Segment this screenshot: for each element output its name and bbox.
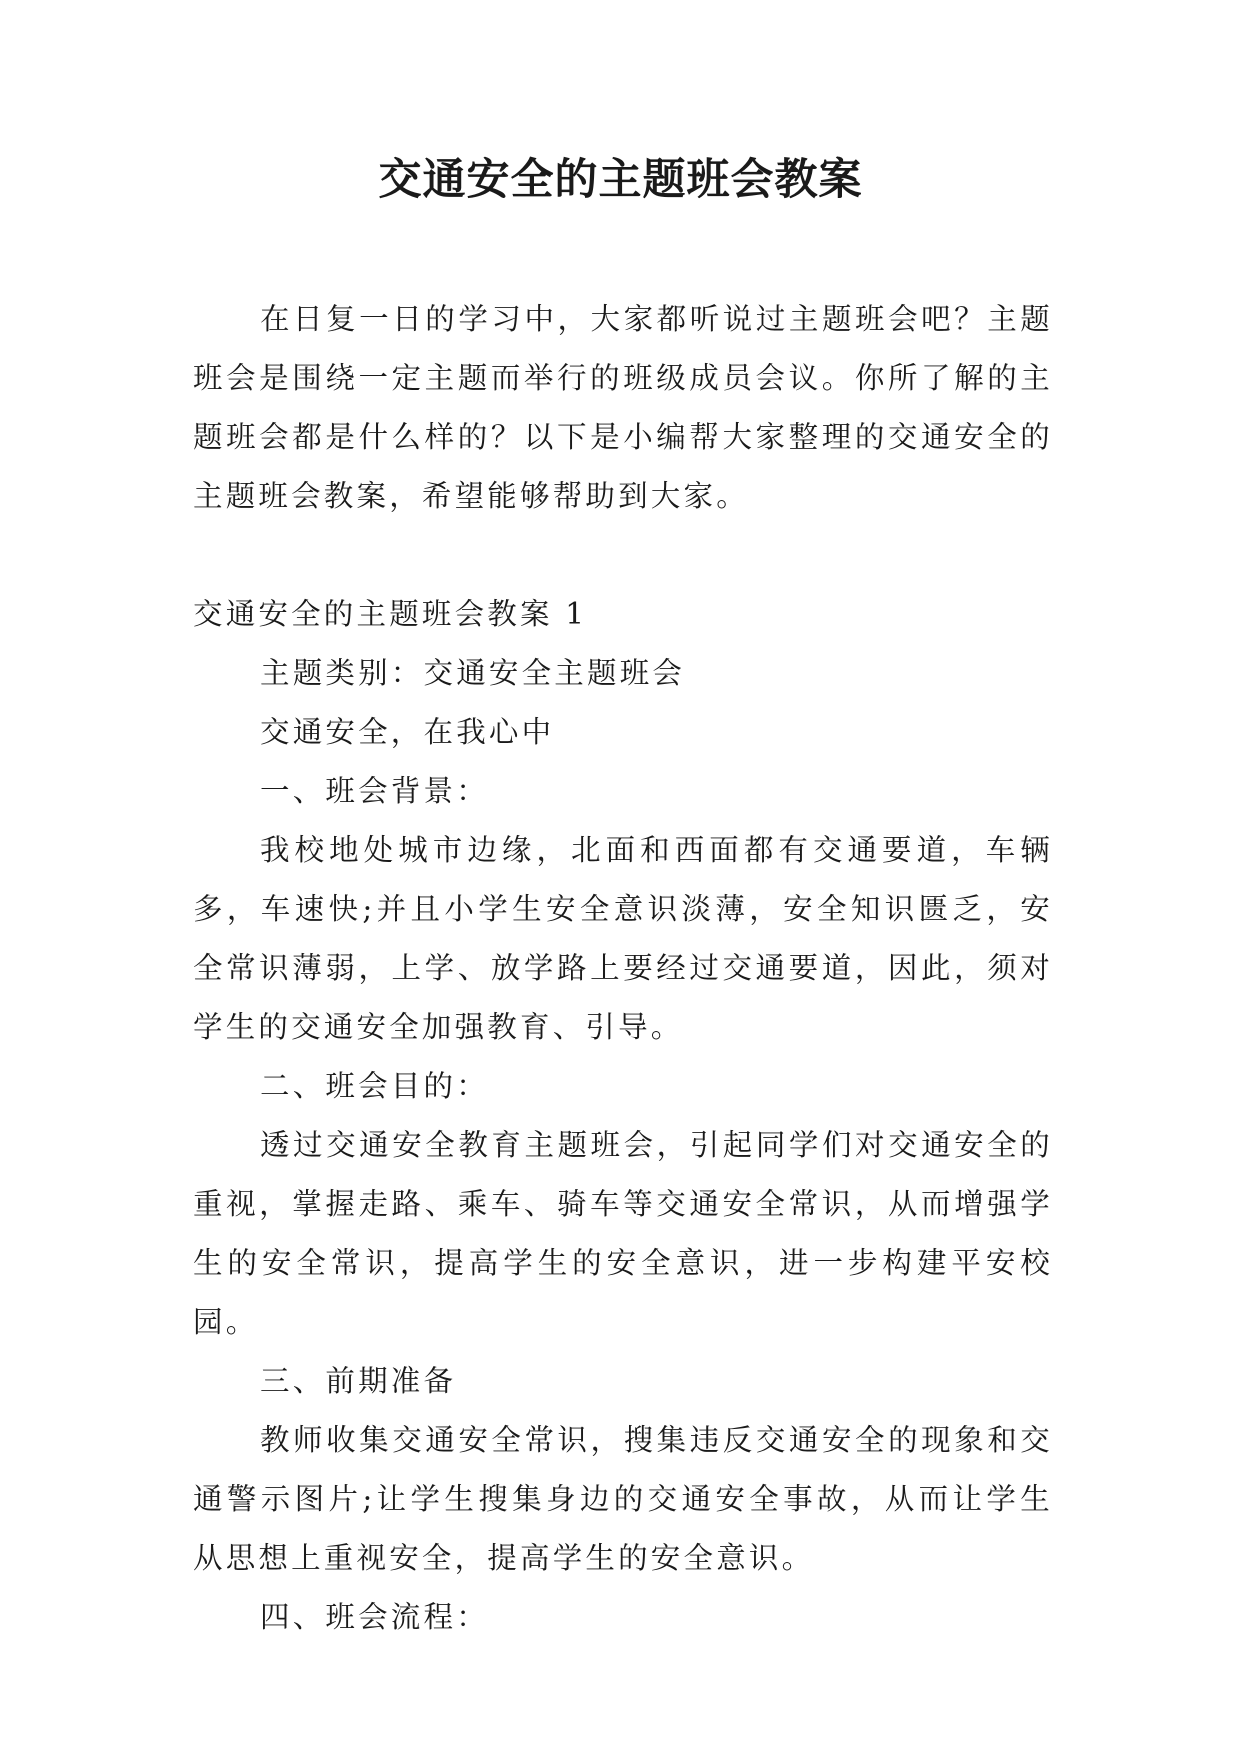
paragraph-gap: [193, 526, 1053, 585]
heading-purpose: 二、班会目的：: [260, 1069, 489, 1103]
paragraph-theme-category: 主题类别：交通安全主题班会: [260, 656, 686, 690]
heading-preparation: 三、前期准备: [260, 1364, 457, 1398]
heading-process: 四、班会流程：: [260, 1600, 489, 1634]
section-heading: 交通安全的主题班会教案 1: [193, 597, 588, 631]
paragraph-preparation: 教师收集交通安全常识，搜集违反交通安全的现象和交通警示图片;让学生搜集身边的交通安全事故，从而让学生从思想上重视安全，提高学生的安全意识。: [193, 1423, 1053, 1575]
document-body: [193, 290, 1053, 1647]
intro-paragraph: 在日复一日的学习中，大家都听说过主题班会吧？主题班会是围绕一定主题而举行的班级成员会议。你所了解的主题班会都是什么样的？以下是小编帮大家整理的交通安全的主题班会教案，希望能够帮助到大家。: [193, 302, 1053, 513]
paragraph-background: 我校地处城市边缘，北面和西面都有交通要道，车辆多，车速快;并且小学生安全意识淡薄，安全知识匮乏，安全常识薄弱，上学、放学路上要经过交通要道，因此，须对学生的交通安全加强教育、引导。: [193, 833, 1053, 1044]
paragraph-slogan: 交通安全，在我心中: [260, 715, 555, 749]
document-title: 交通安全的主题班会教案: [378, 155, 863, 205]
paragraph-purpose: 透过交通安全教育主题班会，引起同学们对交通安全的重视，掌握走路、乘车、骑车等交通安全常识，从而增强学生的安全常识，提高学生的安全意识，进一步构建平安校园。: [193, 1128, 1053, 1339]
heading-background: 一、班会背景：: [260, 774, 489, 808]
